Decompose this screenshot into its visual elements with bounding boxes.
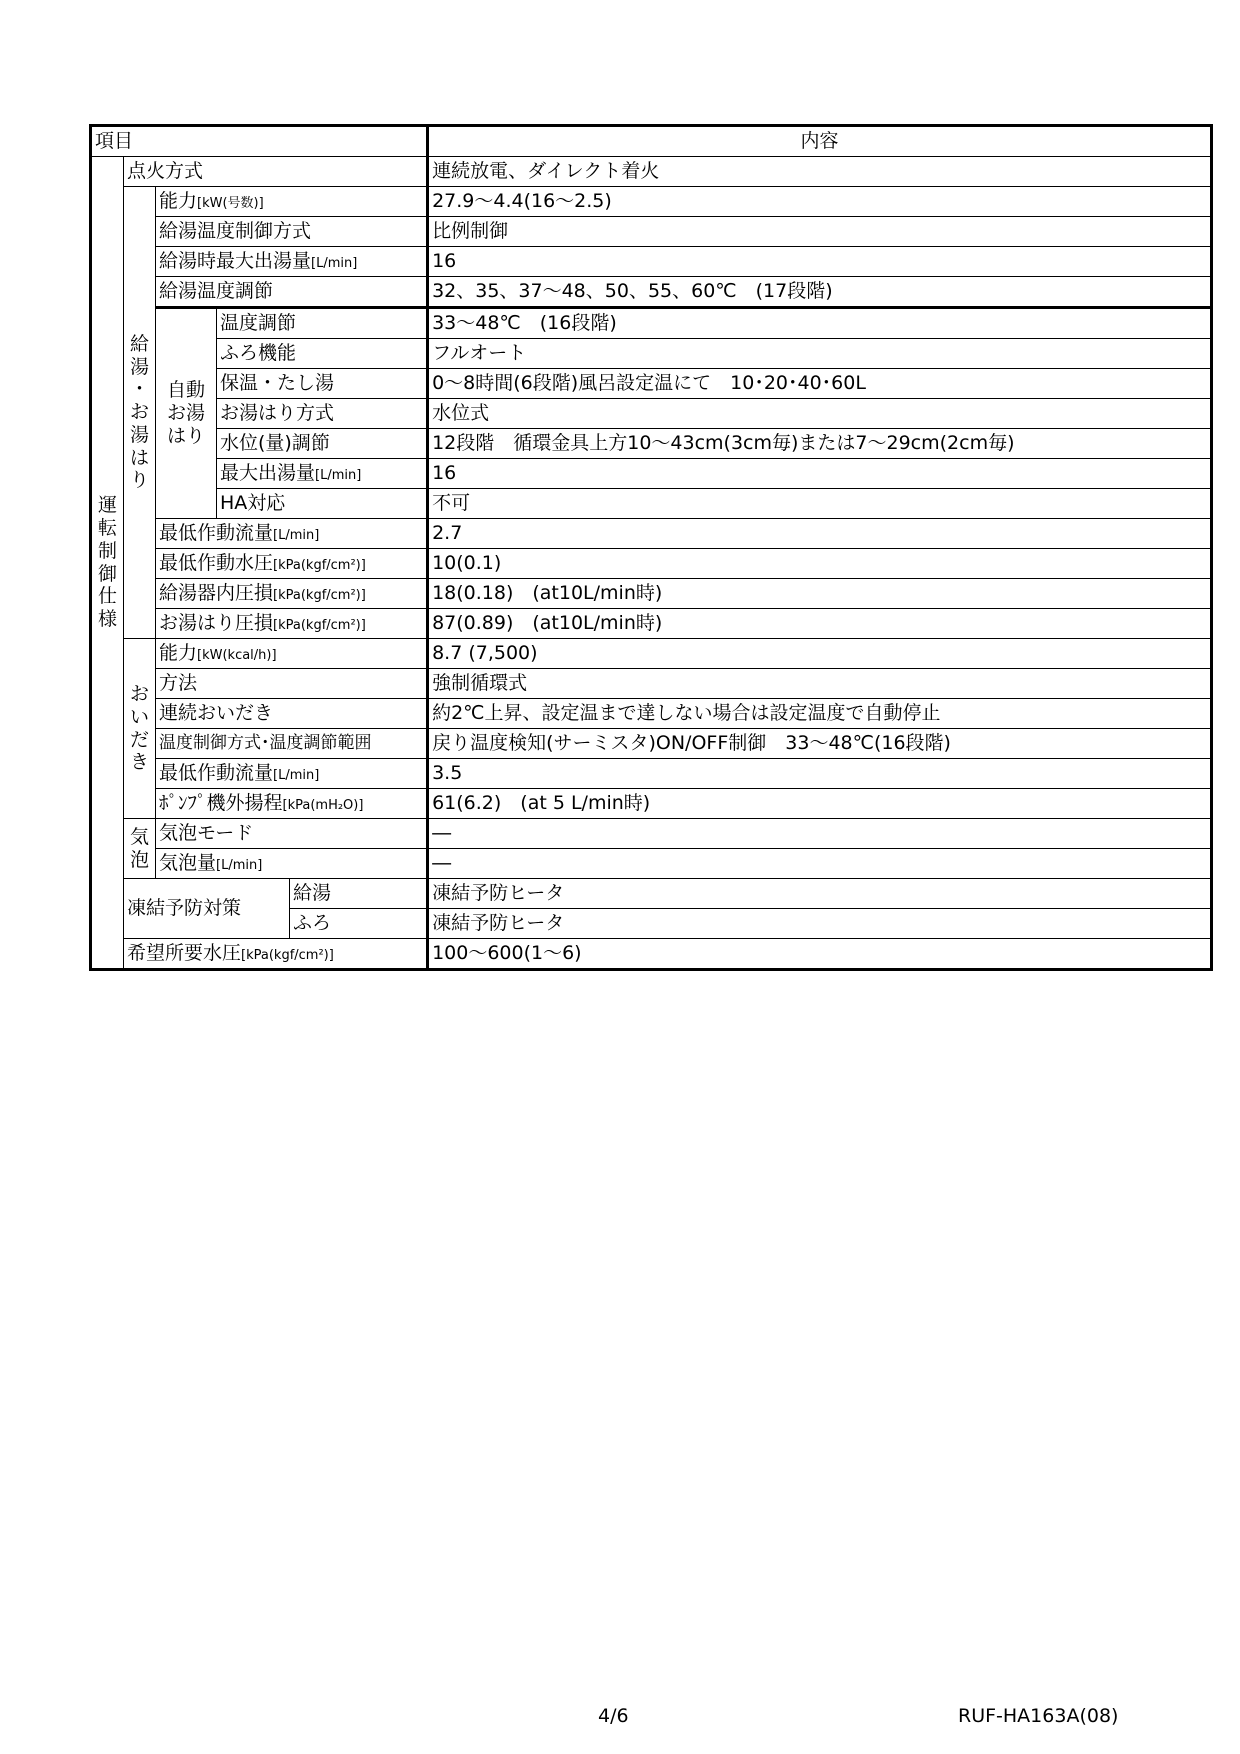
- label-bath-func: ふろ機能: [217, 339, 428, 369]
- label-reheat-method: 方法: [156, 669, 428, 699]
- value-auto-temp: 33～48℃ (16段階): [428, 308, 1212, 339]
- row-auto-temp: [91, 308, 1212, 339]
- group-bubble-label: 気 泡: [124, 819, 156, 879]
- row-bath-func: [91, 339, 1212, 369]
- row-ignition: [91, 157, 1212, 187]
- label-internal-loss: 給湯器内圧損[kPa(kgf/cm²)]: [156, 579, 428, 609]
- row-capacity: [91, 187, 1212, 217]
- value-bubble-amount: ―: [428, 849, 1212, 879]
- value-bubble-mode: ―: [428, 819, 1212, 849]
- row-max-flow: [91, 247, 1212, 277]
- value-capacity: 27.9～4.4(16～2.5): [428, 187, 1212, 217]
- row-pump-head: [91, 789, 1212, 819]
- value-bath-func: フルオート: [428, 339, 1212, 369]
- group-freeze-label: 凍結予防対策: [124, 879, 290, 939]
- label-reheat-min-flow: 最低作動流量[L/min]: [156, 759, 428, 789]
- label-ha: HA対応: [217, 489, 428, 519]
- value-temp-ctrl: 比例制御: [428, 217, 1212, 247]
- row-auto-max-flow: [91, 459, 1212, 489]
- row-fill-method: [91, 399, 1212, 429]
- row-reheat-method: [91, 669, 1212, 699]
- value-ignition: 連続放電、ダイレクト着火: [428, 157, 1212, 187]
- value-freeze-bath: 凍結予防ヒータ: [428, 909, 1212, 939]
- row-reheat-min-flow: [91, 759, 1212, 789]
- label-level-adj: 水位(量)調節: [217, 429, 428, 459]
- value-keep-warm: 0～8時間(6段階)風呂設定温にて 10･20･40･60L: [428, 369, 1212, 399]
- value-temp-adj: 32、35、37～48、50、55、60℃ (17段階): [428, 277, 1212, 308]
- header-row: [91, 126, 1212, 157]
- model-number: RUF-HA163A(08): [958, 1705, 1119, 1727]
- value-pump-head: 61(6.2) (at 5 L/min時): [428, 789, 1212, 819]
- label-reheat-capacity: 能力[kW(kcal/h)]: [156, 639, 428, 669]
- row-internal-loss: [91, 579, 1212, 609]
- group-hot-water-label: 給 湯 ・ お 湯 は り: [124, 187, 156, 639]
- row-freeze-hot: [91, 879, 1212, 909]
- value-required-pressure: 100～600(1～6): [428, 939, 1212, 970]
- label-max-flow: 給湯時最大出湯量[L/min]: [156, 247, 428, 277]
- value-reheat-method: 強制循環式: [428, 669, 1212, 699]
- value-freeze-hot: 凍結予防ヒータ: [428, 879, 1212, 909]
- label-reheat-temp-ctrl: 温度制御方式･温度調節範囲: [156, 729, 428, 759]
- label-freeze-hot: 給湯: [290, 879, 428, 909]
- label-freeze-bath: ふろ: [290, 909, 428, 939]
- value-continuous-reheat: 約2℃上昇、設定温まで達しない場合は設定温度で自動停止: [428, 699, 1212, 729]
- value-reheat-min-flow: 3.5: [428, 759, 1212, 789]
- row-reheat-capacity: [91, 639, 1212, 669]
- row-keep-warm: [91, 369, 1212, 399]
- value-reheat-temp-ctrl: 戻り温度検知(サーミスタ)ON/OFF制御 33～48℃(16段階): [428, 729, 1212, 759]
- row-temp-adj: [91, 277, 1212, 308]
- label-fill-loss: お湯はり圧損[kPa(kgf/cm²)]: [156, 609, 428, 639]
- label-bubble-mode: 気泡モード: [156, 819, 428, 849]
- label-pump-head: ﾎﾟﾝﾌﾟ機外揚程[kPa(mH₂O)]: [156, 789, 428, 819]
- row-min-pressure: [91, 549, 1212, 579]
- row-level-adj: [91, 429, 1212, 459]
- value-min-pressure: 10(0.1): [428, 549, 1212, 579]
- group-auto-fill-label: 自動 お湯 はり: [156, 308, 217, 519]
- value-level-adj: 12段階 循環金具上方10～43cm(3cm毎)または7～29cm(2cm毎): [428, 429, 1212, 459]
- label-ignition: 点火方式: [124, 157, 428, 187]
- label-temp-ctrl: 給湯温度制御方式: [156, 217, 428, 247]
- group-reheat-label: お い だ き: [124, 639, 156, 819]
- value-min-flow: 2.7: [428, 519, 1212, 549]
- label-auto-temp: 温度調節: [217, 308, 428, 339]
- value-internal-loss: 18(0.18) (at10L/min時): [428, 579, 1212, 609]
- label-fill-method: お湯はり方式: [217, 399, 428, 429]
- value-fill-loss: 87(0.89) (at10L/min時): [428, 609, 1212, 639]
- row-bubble-amount: [91, 849, 1212, 879]
- label-temp-adj: 給湯温度調節: [156, 277, 428, 308]
- row-ha: [91, 489, 1212, 519]
- label-min-flow: 最低作動流量[L/min]: [156, 519, 428, 549]
- header-item: 項目: [91, 126, 428, 157]
- row-required-pressure: [91, 939, 1212, 970]
- row-bubble-mode: [91, 819, 1212, 849]
- row-continuous-reheat: [91, 699, 1212, 729]
- group-main-label: 運 転 制 御 仕 様: [91, 157, 124, 970]
- label-min-pressure: 最低作動水圧[kPa(kgf/cm²)]: [156, 549, 428, 579]
- label-required-pressure: 希望所要水圧[kPa(kgf/cm²)]: [124, 939, 428, 970]
- label-bubble-amount: 気泡量[L/min]: [156, 849, 428, 879]
- value-reheat-capacity: 8.7 (7,500): [428, 639, 1212, 669]
- label-keep-warm: 保温・たし湯: [217, 369, 428, 399]
- header-content: 内容: [428, 126, 1212, 157]
- row-min-flow: [91, 519, 1212, 549]
- value-fill-method: 水位式: [428, 399, 1212, 429]
- label-continuous-reheat: 連続おいだき: [156, 699, 428, 729]
- value-max-flow: 16: [428, 247, 1212, 277]
- page-number: 4/6: [598, 1705, 629, 1727]
- row-fill-loss: [91, 609, 1212, 639]
- value-ha: 不可: [428, 489, 1212, 519]
- label-auto-max-flow: 最大出湯量[L/min]: [217, 459, 428, 489]
- label-capacity: 能力[kW(号数)]: [156, 187, 428, 217]
- value-auto-max-flow: 16: [428, 459, 1212, 489]
- spec-table: [89, 124, 1213, 971]
- row-reheat-temp-ctrl: [91, 729, 1212, 759]
- row-temp-ctrl: [91, 217, 1212, 247]
